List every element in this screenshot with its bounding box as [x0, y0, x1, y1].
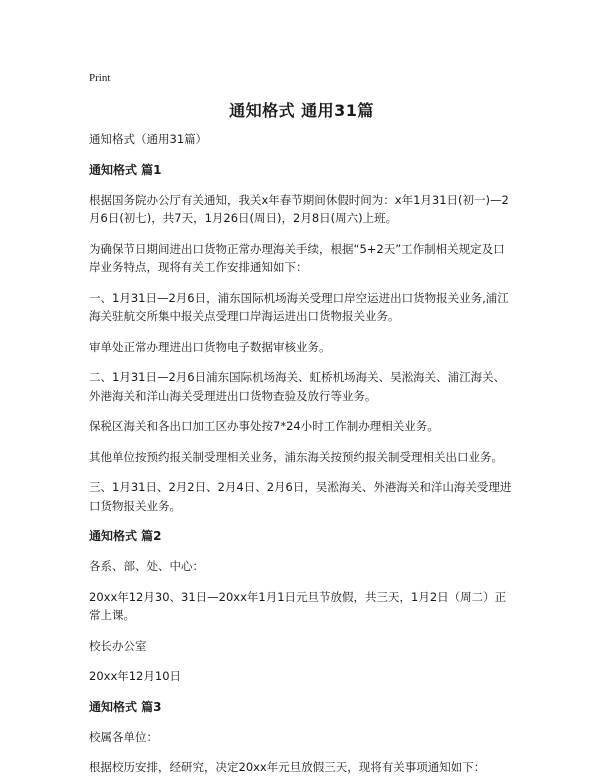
section-3-paragraph: 根据校历安排，经研究，决定20xx年元旦放假三天，现将有关事项通知如下：: [89, 760, 486, 774]
document-subtitle: 通知格式（通用31篇）: [89, 132, 208, 146]
section-2-paragraph: 校长办公室: [89, 638, 147, 653]
section-2-heading: 通知格式 篇2: [89, 529, 162, 543]
print-label: Print: [89, 72, 111, 84]
document-title: 通知格式 通用31篇: [229, 101, 374, 120]
section-2-paragraph: 20xx年12月10日: [89, 669, 182, 683]
section-1-paragraph: 其他单位按预约报关制受理相关业务，浦东海关按预约报关制受理相关出口业务。: [89, 449, 503, 464]
section-1-paragraph: 三、1月31日、2月2日、2月4日、2月6日，吴淞海关、外港海关和洋山海关受理进口货物报关业务。: [89, 480, 512, 513]
section-2-paragraph: 20xx年12月30、31日—20xx年1月1日元旦节放假，共三天，1月2日（周二）正常上课。: [89, 589, 507, 622]
section-1-paragraph: 根据国务院办公厅有关通知，我关x年春节期间休假时间为：x年1月31日(初一)—2月6日(初七)，共7天，1月26日(周日)，2月8日(周六)上班。: [89, 192, 509, 225]
section-3-paragraph: 校属各单位：: [89, 729, 158, 744]
section-1-paragraph: 一、1月31日—2月6日，浦东国际机场海关受理口岸空运进出口货物报关业务,浦江海关驻航交所集中报关点受理口岸海运进出口货物报关业务。: [89, 290, 509, 323]
section-3-heading: 通知格式 篇3: [89, 699, 162, 714]
section-1-paragraph: 审单处正常办理进出口货物电子数据审核业务。: [89, 339, 331, 354]
section-1-paragraph: 保税区海关和各出口加工区办事处按7*24小时工作制办理相关业务。: [89, 419, 439, 433]
section-1-paragraph: 为确保节日期间进出口货物正常办理海关手续，根据“5+2天”工作制相关规定及口岸业务特点，现将有关工作安排通知如下：: [89, 241, 505, 274]
section-2-paragraph: 各系、部、处、中心：: [89, 559, 204, 573]
section-1-paragraph: 二、1月31日—2月6日浦东国际机场海关、虹桥机场海关、吴淞海关、浦江海关、外港海关和洋山海关受理进出口货物查验及放行等业务。: [89, 370, 506, 403]
section-1-heading: 通知格式 篇1: [89, 162, 162, 177]
